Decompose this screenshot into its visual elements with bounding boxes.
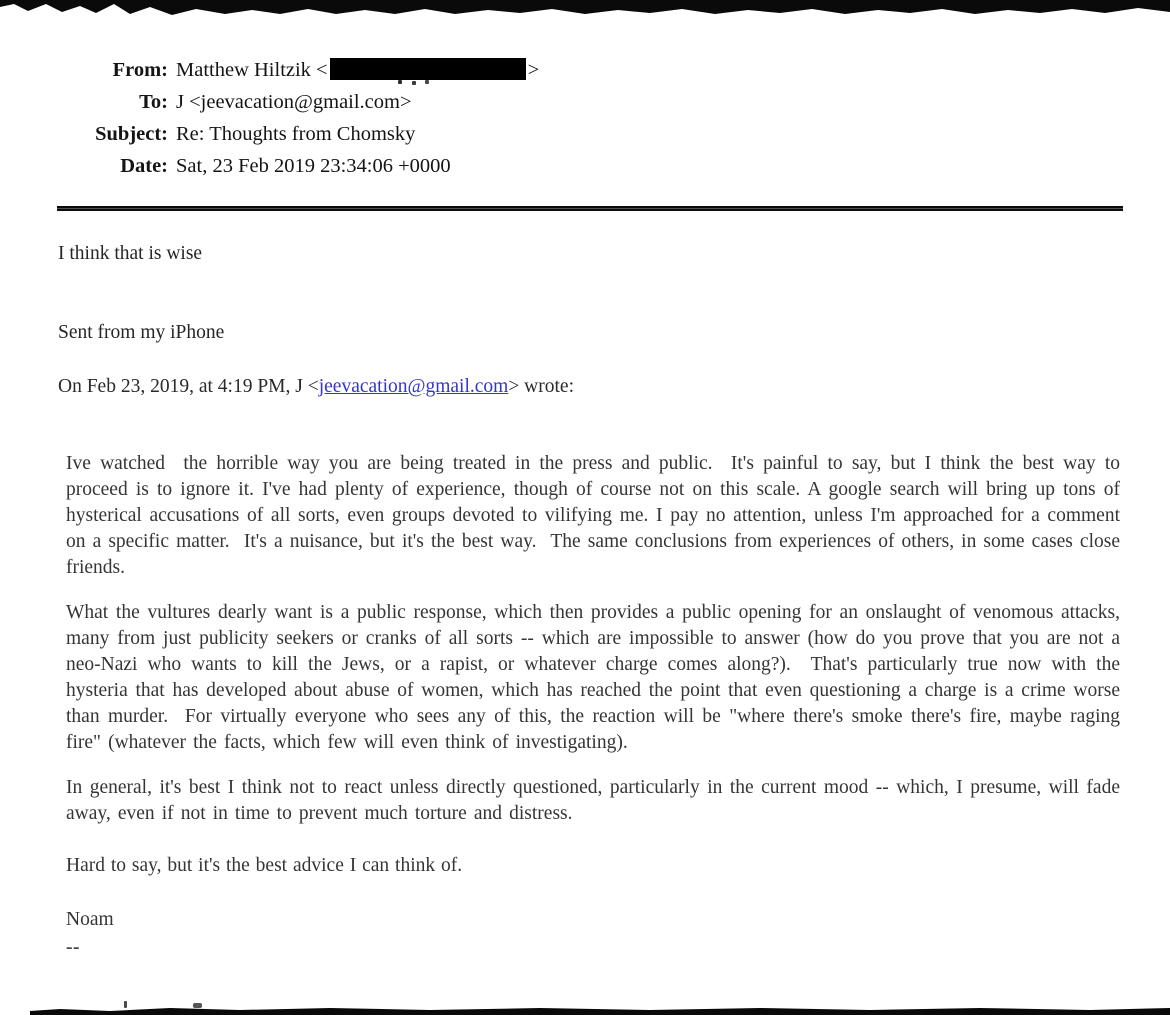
quoted-paragraph-4: Hard to say, but it's the best advice I can think of. (66, 855, 463, 876)
from-value (176, 54, 539, 86)
from-value-prefix: Matthew Hiltzik < (176, 59, 328, 81)
date-value: Sat, 23 Feb 2019 23:34:06 +0000 (176, 155, 451, 177)
header-row-date (58, 150, 539, 182)
header-row-from (58, 54, 539, 86)
quoted-paragraph-2: What the vultures dearly want is a public response, which then provides a public opening for an onslaught of venomous attacks, many from just publicity seekers or cranks of all sorts -- which are impossible to answer (how do you prove that you are not a neo-Nazi who wants to kill the Jews, or a rapist, or whatever charge comes along?). That's particularly true now with the hysteria that has developed about abuse of women, which has reached the point that even questioning a charge is a crime worse than murder. For virtually everyone who sees any of this, the reaction will be "where there's smoke there's fire, maybe raging fire" (whatever the facts, which few will even think of investigating). (66, 602, 1128, 753)
scan-artifact-top-band (0, 0, 1170, 17)
scan-artifact-bottom-band (0, 1006, 1170, 1015)
quoted-paragraph-3: In general, it's best I think not to react unless directly questioned, particularly in the current mood -- which, I presume, will fade away, even if not in time to prevent much torture and distress. (66, 777, 1128, 824)
signature-delimiter: -- (66, 937, 80, 958)
subject-label: Subject: (95, 123, 168, 145)
header-divider-rule (57, 206, 1123, 211)
from-value-suffix: > (527, 59, 540, 81)
attribution-suffix: > wrote: (508, 376, 575, 397)
quote-attribution (58, 376, 574, 398)
reply-text: I think that is wise (58, 243, 203, 264)
quoted-message (66, 451, 1128, 961)
signature-name: Noam (66, 909, 114, 930)
quoted-paragraph-1: Ive watched the horrible way you are being treated in the press and public. It's painful to say, but I think the best way to proceed is to ignore it. I've had plenty of experience, though of course not on this scale. A google search will bring up tons of hysterical accusations of all sorts, even groups devoted to vilifying me. I pay no attention, unless I'm approached for a comment on a specific matter. It's a nuisance, but it's the best way. The same conclusions from experiences of others, in some cases close friends. (66, 453, 1128, 578)
email-header (58, 54, 539, 182)
subject-value: Re: Thoughts from Chomsky (176, 123, 416, 145)
sent-from-signature: Sent from my iPhone (58, 322, 225, 343)
date-label: Date: (120, 155, 168, 177)
to-label: To: (139, 91, 168, 113)
attribution-prefix: On Feb 23, 2019, at 4:19 PM, J < (58, 376, 319, 397)
header-row-to (58, 86, 539, 118)
redaction-box (330, 58, 526, 80)
to-value: J <jeevacation@gmail.com> (176, 91, 412, 113)
from-label: From: (112, 59, 168, 81)
quoted-email-link[interactable]: jeevacation@gmail.com (318, 376, 509, 397)
header-row-subject (58, 118, 539, 150)
